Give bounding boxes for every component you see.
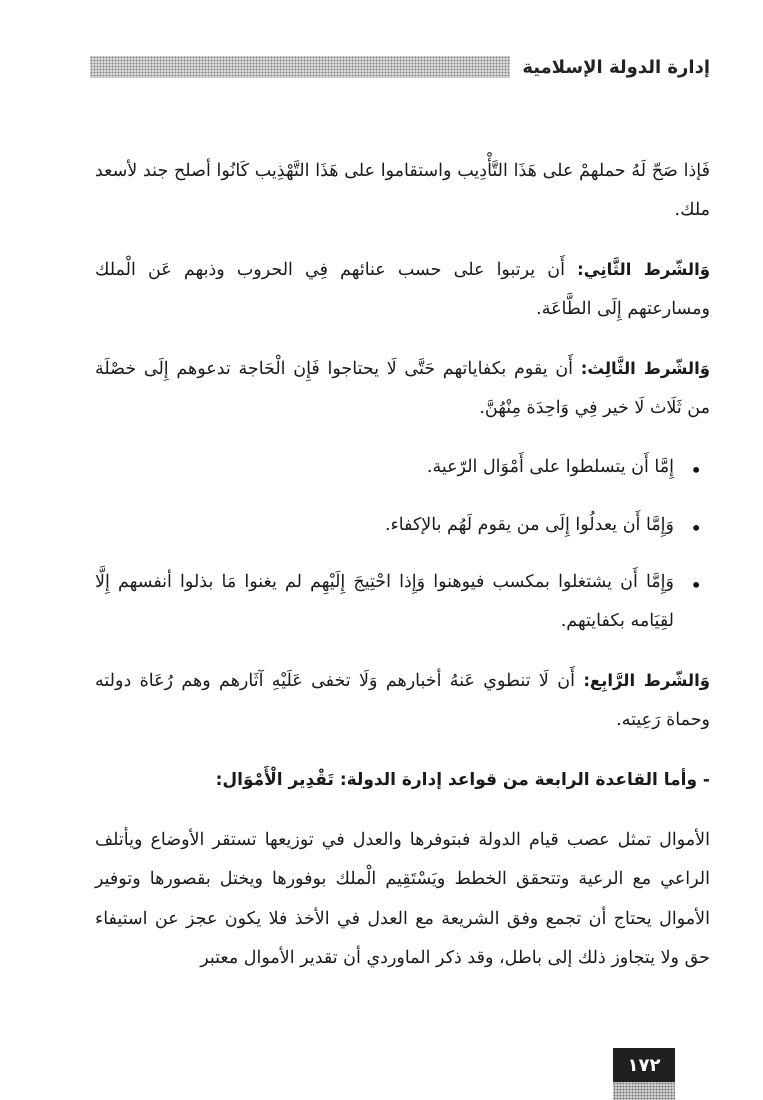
- page-header: [90, 52, 710, 82]
- header-decorative-bar: [90, 56, 510, 78]
- section-heading: - وأما القاعدة الرابعة من قواعد إدارة الدولة: تَقْدِير الْأَمْوَال:: [215, 769, 710, 790]
- condition-4-text: أَن لَا تنطوي عَنهُ أخبارهم وَلَا تخفى عَلَيْهِ آثَارهم وهم رُعَاة دولته وحماة رَعِيته.: [95, 670, 710, 731]
- bullet-list: [95, 448, 710, 642]
- condition-3-text: أَن يقوم بكفاياتهم حَتَّى لَا يحتاجوا فَإِن الْحَاجة تدعوهم إِلَى خصْلَة من ثَلَاث لَا خير فِي وَاحِدَة مِنْهُنَّ.: [95, 358, 710, 418]
- paragraph-intro: فَإذا صَحّ لَهُ حملهمْ على هَذَا التَّأْدِيب واستقاموا على هَذَا التَّهْذِيب كَانُوا أصلح جند لأسعد ملك.: [95, 161, 710, 221]
- paragraph-condition-4: [95, 662, 710, 741]
- running-title: إدارة الدولة الإسلامية: [522, 56, 710, 78]
- condition-3-label: وَالشّرط الثَّالِث:: [580, 358, 711, 378]
- bullet-item: • إِمَّا أَن يتسلطوا على أَمْوَال الرّعية.: [95, 448, 710, 487]
- condition-4-label: وَالشّرط الرَّابِع:: [583, 670, 710, 690]
- paragraph-condition-3: [95, 350, 710, 429]
- bullet-item: • وَإِمَّا أَن يعدلُوا إِلَى من يقوم لَهُم بالإكفاء.: [95, 506, 710, 545]
- paragraph-condition-2: [95, 251, 710, 330]
- condition-2-text: أَن يرتبوا على حسب عنائهم فِي الحروب وذبهم عَن الْملك ومسارعتهم إِلَى الطَّاعَة.: [95, 259, 710, 320]
- footer-decorative-strip: [613, 1082, 675, 1100]
- page-body: [95, 152, 710, 998]
- bullet-item: • وَإِمَّا أَن يشتغلوا بمكسب فيوهنوا وَإِذا احْتِيجَ إِلَيْهِم لم يغنوا مَا بذلوا أنفسهم إِلَّا لقِيَامه بكفايتهم.: [95, 563, 710, 642]
- paragraph-finance: الأموال تمثل عصب قيام الدولة فبتوفرها والعدل في توزيعها تستقر الأوضاع ويأتلف الراعي مع الرعية وتتحقق الخطط ويَسْتَقِيم الْملك بوفورها ويختل بقصورها وتوفير الأموال يحتاج أن تجمع وفق الشريعة مع العدل في الأخذ فلا يكون عجز عن استيفاء حق ولا يتجاوز ذلك إلى باطل، وقد ذكر الماوردي أن تقدير الأموال معتبر: [95, 829, 710, 968]
- condition-2-label: وَالشّرط الثَّانِي:: [577, 259, 711, 279]
- page-number: ١٧٢: [613, 1048, 675, 1082]
